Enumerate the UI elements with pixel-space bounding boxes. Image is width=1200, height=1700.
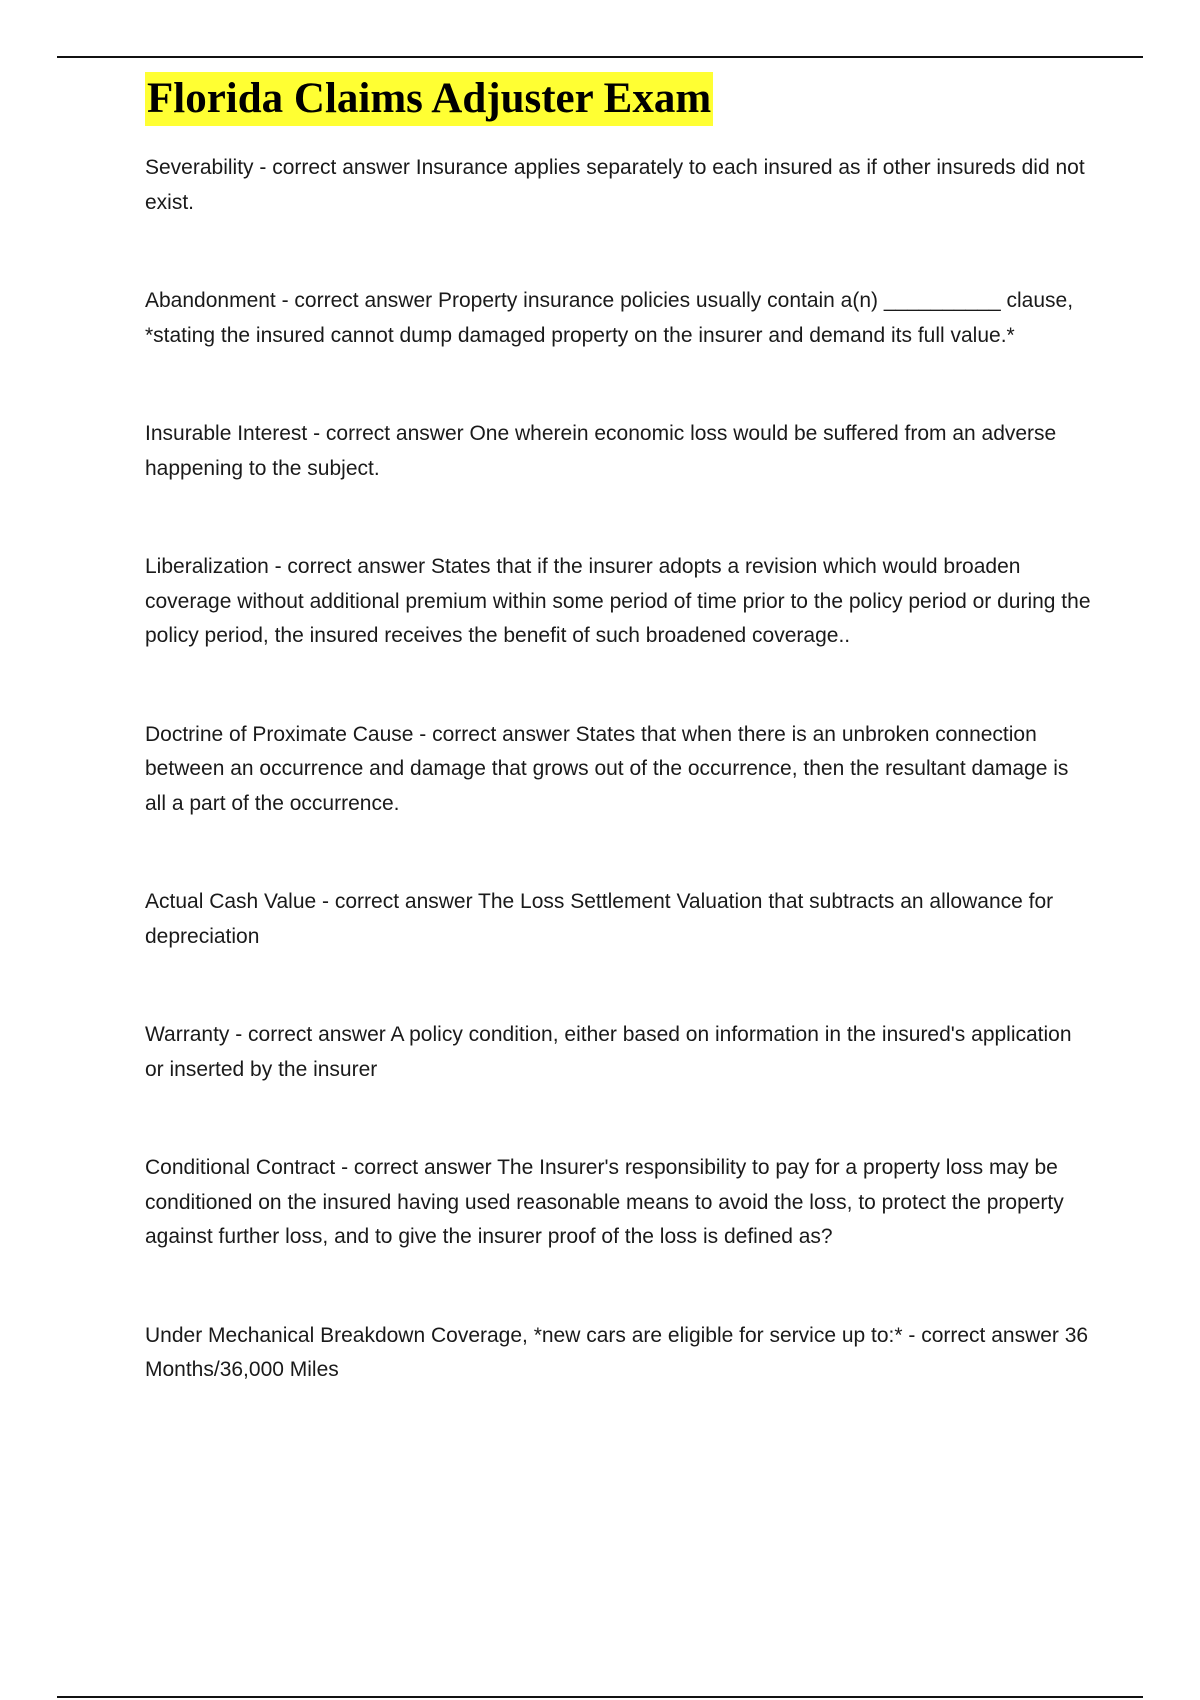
list-item: Warranty - correct answer A policy condition, either based on information in the insured's application or inserted by the insurer <box>145 1023 1078 1081</box>
list-item: Conditional Contract - correct answer The Insurer's responsibility to pay for a property loss may be conditioned on the insured having used reasonable means to avoid the loss, to protect the property against further loss, and to give the insurer proof of the loss is defined as? <box>145 1156 1070 1248</box>
list-item: Liberalization - correct answer States that if the insurer adopts a revision which would broaden coverage without additional premium within some period of time prior to the policy period or during the policy period, the insured receives the benefit of such broadened coverage.. <box>145 555 1097 647</box>
list-item: Insurable Interest - correct answer One wherein economic loss would be suffered from an adverse happening to the subject. <box>145 422 1063 480</box>
flashcard-list <box>145 151 1095 1388</box>
title-block <box>145 72 713 126</box>
bottom-divider <box>57 1696 1143 1698</box>
list-item: Actual Cash Value - correct answer The Loss Settlement Valuation that subtracts an allowance for depreciation <box>145 890 1059 948</box>
list-item: Under Mechanical Breakdown Coverage, *new cars are eligible for service up to:* - correct answer 36 Months/36,000 Miles <box>145 1323 1094 1381</box>
page-title: Florida Claims Adjuster Exam <box>145 72 713 126</box>
list-item: Severability - correct answer Insurance applies separately to each insured as if other insureds did not exist. <box>145 156 1091 214</box>
list-item: Doctrine of Proximate Cause - correct answer States that when there is an unbroken connection between an occurrence and damage that grows out of the occurrence, then the resultant damage is all a part of the occurrence. <box>145 722 1075 815</box>
top-divider <box>57 56 1143 58</box>
list-item: Abandonment - correct answer Property insurance policies usually contain a(n) __________ clause, *stating the insured cannot dump damaged property on the insurer and demand its full value.* <box>145 289 1079 347</box>
